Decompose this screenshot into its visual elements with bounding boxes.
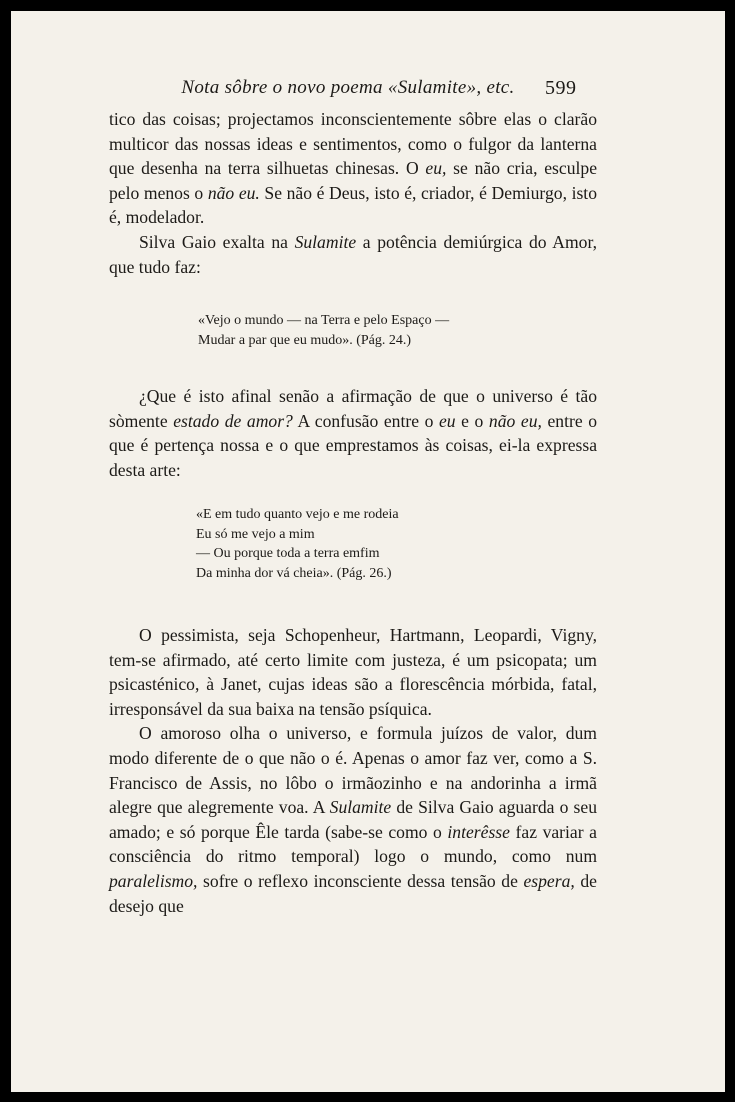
- italic-run: Sulamite: [294, 231, 357, 252]
- italic-run: não eu,: [488, 410, 542, 431]
- verse-line: Eu só me vejo a mim: [196, 526, 315, 542]
- verse-line: Da minha dor vá cheia». (Pág. 26.): [196, 565, 392, 581]
- text-run: e o: [455, 410, 489, 431]
- text-run: Se não é Deus, isto é, criador, é Demiurgo, isto é, modelador.: [109, 182, 597, 228]
- text-run: entre o que é pertença nossa e o que emprestamos às coisas, ei-la expressa desta arte:: [109, 410, 598, 480]
- page-number: 599: [545, 77, 577, 99]
- verse-quote: [196, 505, 399, 583]
- text-run: Silva Gaio exalta na: [139, 231, 295, 252]
- paragraph: [109, 721, 597, 918]
- text-run: se não cria, esculpe pelo menos o: [109, 158, 598, 203]
- text-run: a potência demiúrgica do Amor, que tudo faz:: [109, 231, 597, 277]
- verse-line: Mudar a par que eu mudo». (Pág. 24.): [198, 332, 412, 348]
- paragraph: [109, 384, 597, 482]
- book-page: [11, 11, 725, 1092]
- italic-run: não eu.: [207, 182, 260, 203]
- verse-quote: [198, 311, 449, 350]
- text-run: de desejo que: [109, 870, 597, 916]
- italic-run: Sulamite: [329, 797, 392, 818]
- text-run: tico das coisas; projectamos inconscientemente sôbre elas o clarão multicor das nossas ideas e sentimentos, como o fulgor da lanterna que desenha na terra silhuetas chinesas. O: [109, 109, 597, 179]
- text-run: faz variar a consciência do ritmo temporal) logo o mundo, como num: [109, 821, 597, 867]
- text-run: A confusão entre o: [292, 410, 439, 431]
- text-run: sofre o reflexo inconsciente dessa tensão de: [197, 870, 524, 891]
- header-title: Nota sôbre o novo poema «Sulamite», etc.: [181, 77, 515, 98]
- paragraph: [109, 230, 597, 279]
- verse-line: «E em tudo quanto vejo e me rodeia: [196, 507, 399, 522]
- italic-run: paralelismo,: [109, 870, 198, 891]
- paragraph: O pessimista, seja Schopenheur, Hartmann, Leopardi, Vigny, tem-se afirmado, até certo limite com justeza, é um psicopata; um psicasténico, à Janet, cujas ideas são a florescência mórbida, fatal, irresponsável da sua baixa na tensão psíquica.: [109, 625, 597, 719]
- italic-run: interêsse: [447, 821, 510, 842]
- italic-run: espera,: [523, 870, 575, 891]
- paragraph: [109, 107, 597, 230]
- italic-run: estado de amor?: [173, 410, 293, 431]
- text-block-middle: [109, 384, 597, 482]
- verse-line: «Vejo o mundo — na Terra e pelo Espaço —: [198, 313, 450, 328]
- italic-run: eu: [438, 410, 456, 431]
- text-block-bottom: [109, 623, 597, 918]
- running-header: [111, 77, 585, 105]
- text-block-top: [109, 107, 597, 279]
- text-run: O amoroso olha o universo, e formula juízos de valor, dum modo diferente de o que não o é. Apenas o amor faz ver, como a S. Francisco de Assis, no lôbo o irmãozinho e na andorinha a irmã alegre que alegremente voa. A: [109, 723, 597, 818]
- verse-line: — Ou porque toda a terra emfim: [196, 546, 380, 562]
- text-run: de Silva Gaio aguarda o seu amado; e só porque Êle tarda (sabe-se como o: [109, 797, 597, 842]
- italic-run: eu,: [425, 158, 447, 179]
- text-run: ¿Que é isto afinal senão a afirmação de que o universo é tão sòmente: [109, 386, 597, 431]
